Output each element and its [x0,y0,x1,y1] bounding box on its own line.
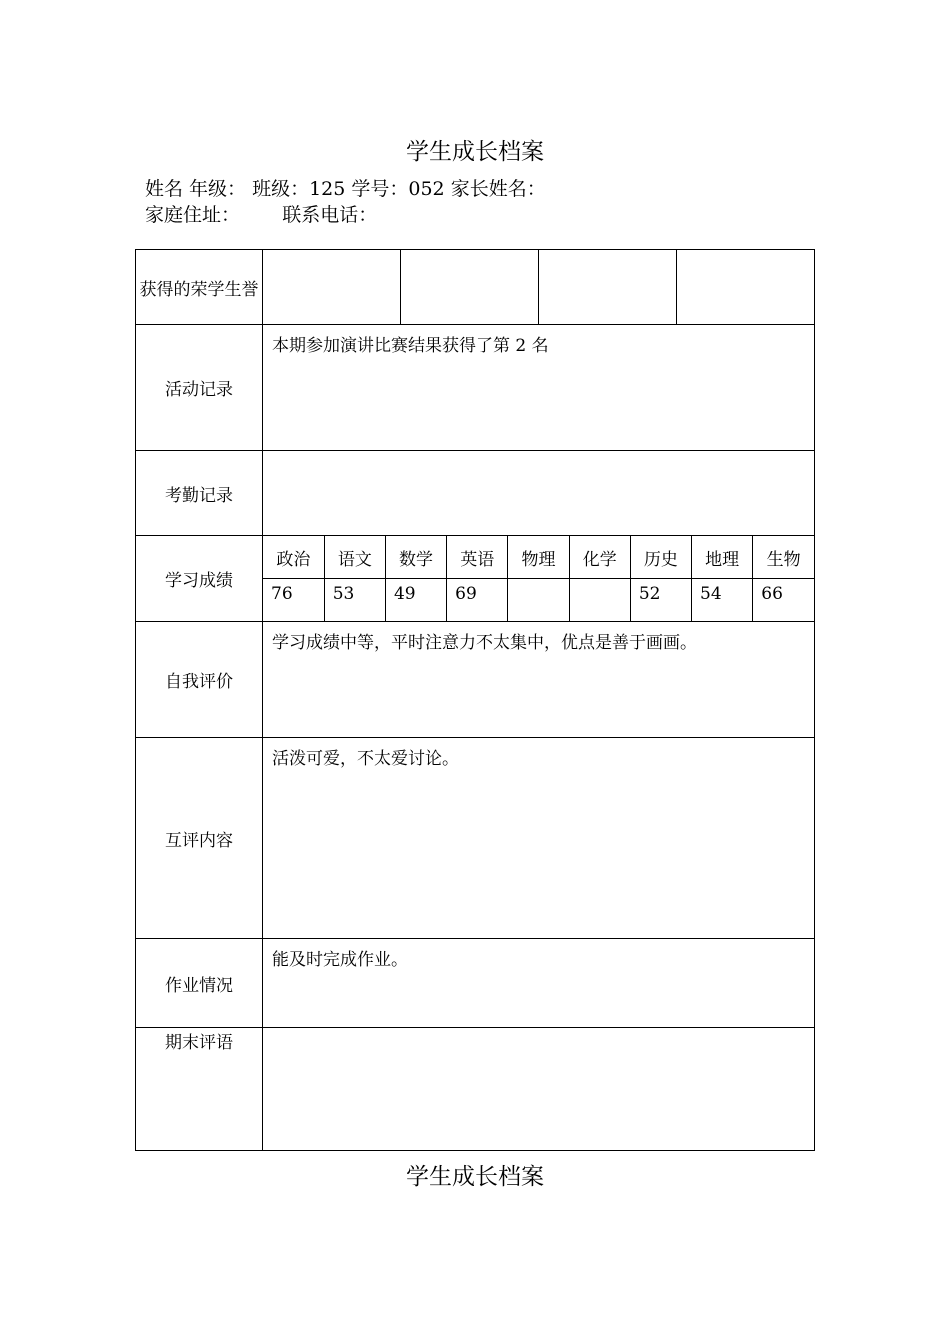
score-cell: 69 [447,579,508,622]
subject-header: 物理 [508,536,569,579]
self-eval-label: 自我评价 [136,622,263,738]
score-cell: 66 [753,579,814,622]
final-comment-row [136,1028,815,1151]
honors-label: 获得的荣学生誉 [136,250,263,325]
honor-cell [401,250,539,324]
peer-eval-row [136,738,815,939]
honors-row [136,250,815,325]
score-cell [508,579,569,622]
student-info-line: 姓名 年级： 班级：125 学号：052 家长姓名： [145,178,546,200]
subject-header: 地理 [692,536,753,579]
homework-row [136,939,815,1028]
subject-header: 政治 [276,549,311,570]
honor-cell [539,250,677,324]
subject-header: 历史 [630,536,691,579]
score-cell: 54 [692,579,753,622]
score-cell: 76 [263,579,324,622]
activity-label: 活动记录 [136,325,263,451]
attendance-label: 考勤记录 [136,451,263,536]
subject-header: 英语 [447,536,508,579]
subject-header: 生物 [753,536,814,579]
subject-header: 数学 [385,536,446,579]
peer-eval-text: 活泼可爱，不太爱讨论。 [263,738,815,939]
activity-row [136,325,815,451]
self-eval-row [136,622,815,738]
final-comment-text [263,1028,815,1151]
honor-cell [263,250,401,324]
final-comment-label: 期末评语 [136,1028,263,1151]
grades-grid [263,536,814,621]
attendance-text [263,451,815,536]
score-cell: 52 [630,579,691,622]
grades-row [136,536,815,622]
activity-text: 本期参加演讲比赛结果获得了第 2 名 [263,325,815,451]
score-cell: 53 [324,579,385,622]
self-eval-text: 学习成绩中等，平时注意力不太集中，优点是善于画画。 [263,622,815,738]
document-title: 学生成长档案 [406,139,544,165]
homework-label: 作业情况 [136,939,263,1028]
score-cell: 49 [385,579,446,622]
subject-header: 语文 [324,536,385,579]
peer-eval-label: 互评内容 [136,738,263,939]
attendance-row [136,451,815,536]
contact-info-line: 家庭住址： 联系电话： [145,204,378,226]
honor-cell [676,250,814,324]
grades-label: 学习成绩 [136,536,263,622]
subject-header: 化学 [569,536,630,579]
next-page-title: 学生成长档案 [406,1164,544,1190]
honors-grid [263,250,814,324]
homework-text: 能及时完成作业。 [263,939,815,1028]
score-cell [569,579,630,622]
growth-record-table [135,249,815,1151]
